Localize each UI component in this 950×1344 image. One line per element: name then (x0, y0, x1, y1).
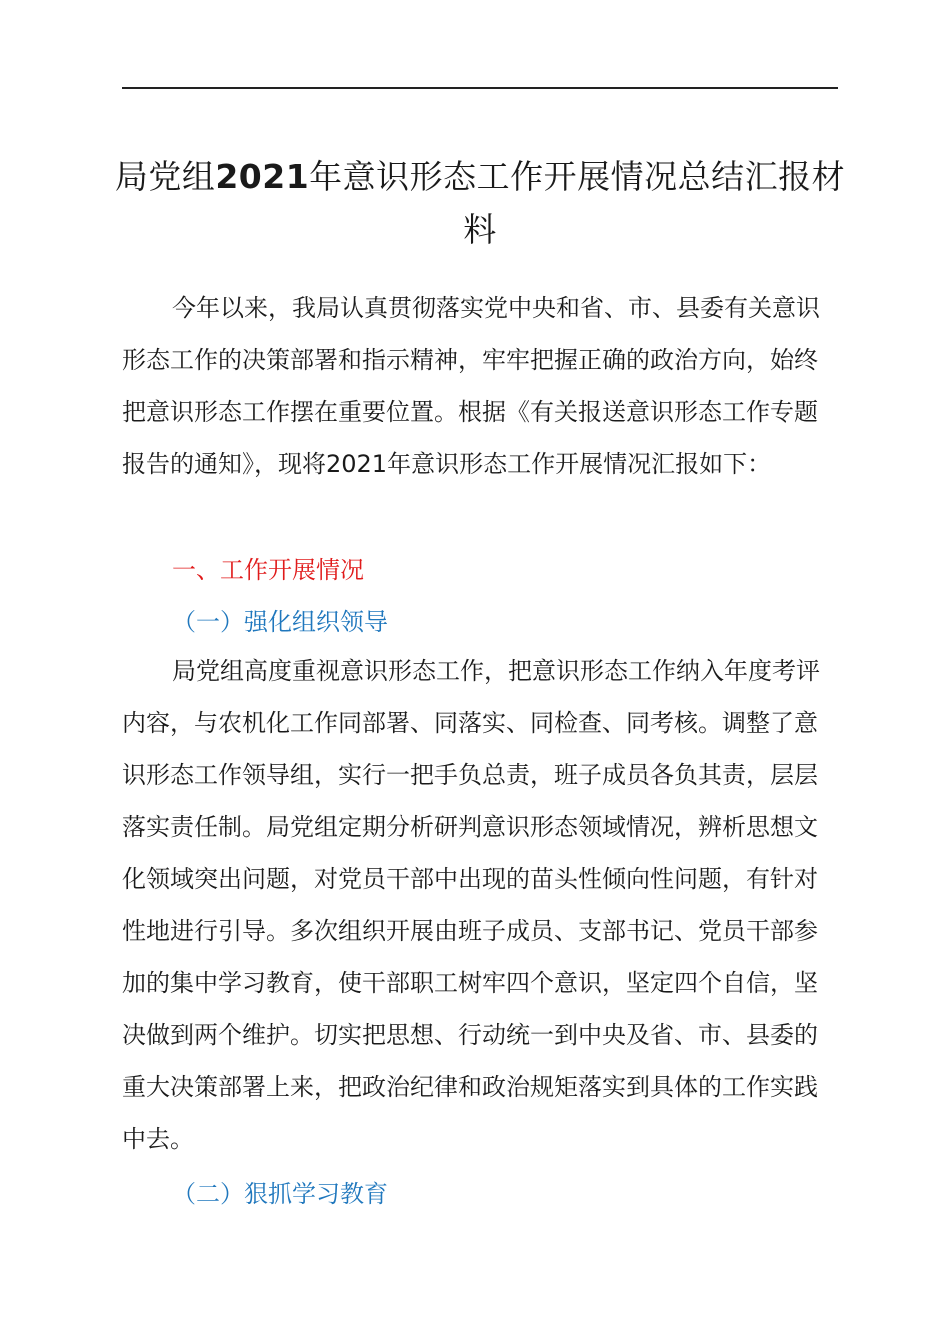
subsection-heading-organization: （一）强化组织领导 (172, 608, 388, 636)
subsection-heading-study-education: （二）狠抓学习教育 (172, 1180, 388, 1208)
organization-paragraph: 局党组高度重视意识形态工作，把意识形态工作纳入年度考评内容，与农机化工作同部署、同落实、同检查、同考核。调整了意识形态工作领导组，实行一把手负总责，班子成员各负其责，层层落实责任制。局党组定期分析研判意识形态领域情况，辨析思想文化领域突出问题，对党员干部中出现的苗头性倾向性问题，有针对性地进行引导。多次组织开展由班子成员、支部书记、党员干部参加的集中学习教育，使干部职工树牢四个意识，坚定四个自信，坚决做到两个维护。切实把思想、行动统一到中央及省、市、县委的重大决策部署上来，把政治纪律和政治规矩落实到具体的工作实践中去。 (122, 657, 820, 1153)
header-rule (122, 87, 838, 89)
title-prefix: 局党组 (114, 157, 216, 196)
intro-paragraph: 今年以来，我局认真贯彻落实党中央和省、市、县委有关意识形态工作的决策部署和指示精神，牢牢把握正确的政治方向，始终把意识形态工作摆在重要位置。根据《有关报送意识形态工作专题报告的通知》，现将2021年意识形态工作开展情况汇报如下： (122, 294, 820, 478)
document-title (110, 150, 850, 256)
title-year: 2021 (215, 157, 310, 196)
title-suffix: 年意识形态工作开展情况总结汇报材料 (309, 157, 846, 249)
section-heading-work-status: 一、工作开展情况 (172, 556, 364, 584)
